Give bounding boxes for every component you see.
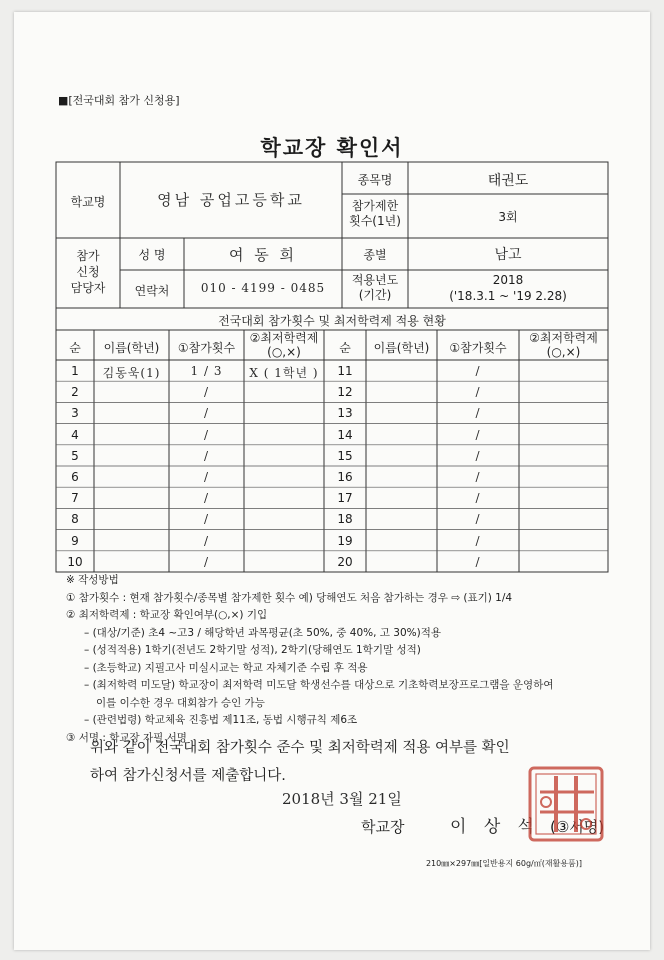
paper-spec-footer: 210㎜×297㎜[일반용지 60g/㎡(재활용품)] bbox=[425, 859, 582, 868]
row-count-right: / bbox=[475, 427, 481, 442]
row-count: / bbox=[203, 448, 210, 463]
sport-value: 태권도 bbox=[487, 173, 529, 189]
row-number: 7 bbox=[71, 491, 79, 506]
instruction-2d-cont: 이를 이수한 경우 대회참가 승인 가능 bbox=[96, 696, 265, 709]
period-range: ('18.3.1 ~ '19 2.28) bbox=[449, 289, 567, 303]
manager-label-line3: 담당자 bbox=[70, 281, 106, 295]
row-count-right: / bbox=[475, 533, 481, 548]
row-number-right: 20 bbox=[337, 554, 353, 569]
col-no-header-right: 순 bbox=[339, 341, 351, 355]
instruction-2c: – (초등학교) 지필고사 미실시교는 학교 자체기준 수립 후 적용 bbox=[84, 661, 368, 674]
confirmation-line2: 하여 참가신청서를 제출합니다. bbox=[90, 768, 286, 784]
col-min-header-right-line2: (○,×) bbox=[546, 345, 581, 359]
manager-label-line2: 신청 bbox=[76, 265, 100, 279]
document-title: 학교장 확인서 bbox=[260, 136, 404, 160]
row-number-right: 13 bbox=[337, 406, 353, 421]
row-count: 1 / 3 bbox=[190, 364, 223, 378]
form-type-tag: ■[전국대회 참가 신청용] bbox=[58, 94, 180, 107]
row-number: 6 bbox=[71, 470, 79, 484]
row-number-right: 15 bbox=[337, 448, 353, 463]
row-count: / bbox=[203, 533, 210, 548]
row-count-right: / bbox=[475, 448, 481, 463]
row-count-right: / bbox=[475, 512, 481, 527]
col-count-header: ①참가횟수 bbox=[177, 341, 236, 355]
col-no-header: 순 bbox=[69, 341, 81, 355]
col-min-header-line1: ②최저학력제 bbox=[249, 331, 319, 345]
manager-contact-label: 연락처 bbox=[134, 284, 170, 298]
instruction-2: ② 최저학력제 : 학교장 확인여부(○,×) 기입 bbox=[66, 609, 268, 621]
document-sheet bbox=[14, 12, 650, 950]
row-number: 3 bbox=[71, 406, 79, 421]
manager-contact-value: 010 - 4199 - 0485 bbox=[200, 281, 326, 295]
limit-value: 3회 bbox=[498, 210, 518, 224]
row-number-right: 18 bbox=[337, 512, 353, 527]
col-min-header-right-line1: ②최저학력제 bbox=[529, 331, 598, 345]
instruction-1: ① 참가횟수 : 현재 참가횟수/종목별 참가제한 횟수 예) 당해연도 처음 참가하는 경우 ⇨ (표기) 1/4 bbox=[66, 591, 513, 604]
row-number: 10 bbox=[67, 554, 83, 569]
instructions-heading: ※ 작성방법 bbox=[66, 574, 119, 586]
row-name: 김동욱(1) bbox=[102, 366, 161, 380]
row-number: 5 bbox=[71, 448, 79, 463]
row-count: / bbox=[203, 491, 210, 506]
row-number-right: 14 bbox=[337, 427, 353, 442]
submission-date: 2018년 3월 21일 bbox=[282, 790, 402, 808]
limit-label-line1: 참가제한 bbox=[351, 199, 399, 213]
period-year: 2018 bbox=[492, 273, 524, 287]
manager-name-value: 여 동 희 bbox=[228, 246, 297, 264]
period-label-line2: (기간) bbox=[358, 288, 392, 302]
period-label-line1: 적용년도 bbox=[351, 273, 399, 287]
row-count-right: / bbox=[475, 491, 481, 506]
row-min: X ( 1학년 ) bbox=[249, 366, 319, 380]
instruction-2e: – (관련법령) 학교체육 진흥법 제11조, 동법 시행규칙 제6조 bbox=[84, 714, 358, 726]
row-number: 2 bbox=[71, 385, 79, 400]
row-count: / bbox=[203, 427, 210, 442]
school-seal-stamp bbox=[14, 12, 650, 950]
manager-label-line1: 참가 bbox=[76, 249, 100, 263]
row-number: 8 bbox=[71, 512, 79, 527]
row-number-right: 16 bbox=[337, 470, 353, 484]
instruction-3: ③ 서명 : 학교장 자필 서명 bbox=[66, 731, 187, 744]
manager-name-label: 성 명 bbox=[138, 248, 166, 262]
col-min-header-line2: (○,×) bbox=[267, 345, 301, 359]
school-label: 학교명 bbox=[70, 195, 106, 209]
principal-label: 학교장 bbox=[361, 818, 405, 836]
status-table-title: 전국대회 참가횟수 및 최저학력제 적용 현황 bbox=[218, 314, 446, 328]
school-value: 영남 공업고등학교 bbox=[157, 191, 305, 209]
limit-label-line2: 횟수(1년) bbox=[349, 214, 401, 228]
col-count-header-right: ①참가횟수 bbox=[449, 341, 507, 355]
gender-label: 종별 bbox=[363, 248, 387, 262]
col-name-header-right: 이름(학년) bbox=[373, 341, 430, 355]
col-name-header: 이름(학년) bbox=[103, 341, 160, 355]
sport-label: 종목명 bbox=[357, 173, 393, 187]
row-count: / bbox=[203, 554, 210, 569]
row-number: 9 bbox=[71, 533, 79, 548]
row-count: / bbox=[203, 385, 210, 400]
row-number-right: 11 bbox=[337, 364, 353, 378]
instruction-2a: – (대상/기준) 초4 ~고3 / 해당학년 과목평균(초 50%, 중 40%, 고 30%)적용 bbox=[84, 626, 441, 639]
instruction-2d: – (최저학력 미도달) 학교장이 최저학력 미도달 학생선수를 대상으로 기초학력보장프로그램을 운영하여 bbox=[84, 679, 554, 691]
row-count: / bbox=[203, 406, 210, 421]
row-number-right: 19 bbox=[337, 533, 353, 548]
row-number-right: 12 bbox=[337, 385, 353, 400]
gender-value: 남고 bbox=[494, 247, 522, 263]
row-number-right: 17 bbox=[337, 491, 353, 506]
principal-signature: 이 상 석 bbox=[450, 817, 541, 837]
row-number: 1 bbox=[71, 364, 79, 378]
row-count: / bbox=[203, 470, 210, 484]
row-count-right: / bbox=[475, 554, 481, 569]
row-count: / bbox=[203, 512, 210, 527]
row-count-right: / bbox=[475, 406, 481, 421]
row-count-right: / bbox=[475, 470, 481, 484]
row-count-right: / bbox=[475, 385, 481, 400]
confirmation-line1: 위와 같이 전국대회 참가횟수 준수 및 최저학력제 적용 여부를 확인 bbox=[90, 740, 510, 756]
row-number: 4 bbox=[71, 427, 79, 442]
row-count-right: / bbox=[475, 364, 481, 378]
signature-note: (③서명) bbox=[550, 818, 605, 836]
instruction-2b: – (성적적용) 1학기(전년도 2학기말 성적), 2학기(당해연도 1학기말 성적) bbox=[84, 644, 421, 656]
